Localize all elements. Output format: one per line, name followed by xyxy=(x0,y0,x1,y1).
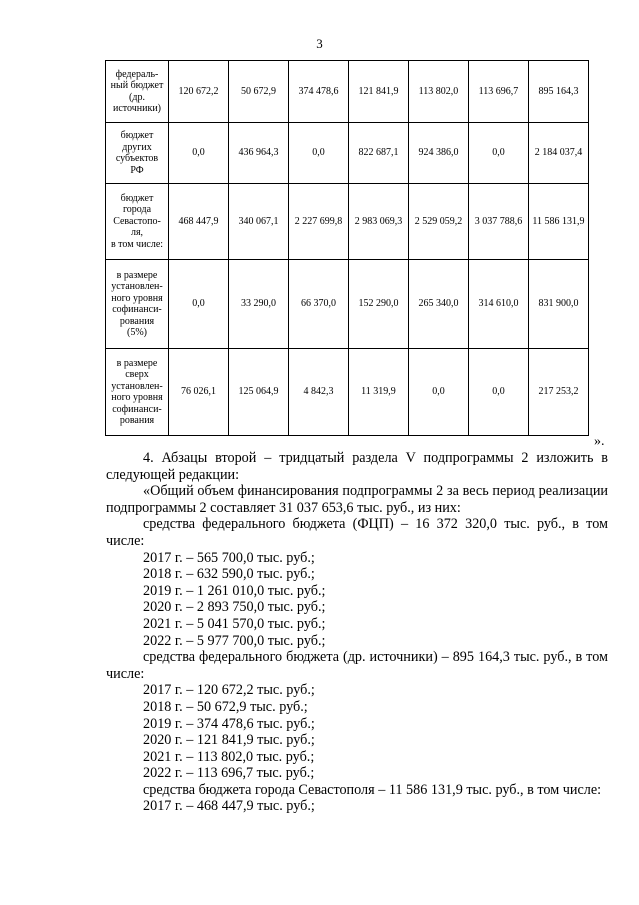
table-cell: 2 983 069,3 xyxy=(349,184,409,260)
table-cell: 76 026,1 xyxy=(169,349,229,436)
table-cell: 11 586 131,9 xyxy=(529,184,589,260)
table-cell: 125 064,9 xyxy=(229,349,289,436)
other-sources-paragraph: средства федерального бюджета (др. источники) – 895 164,3 тыс. руб., в том числе: xyxy=(106,649,608,682)
table-row xyxy=(106,260,589,349)
financing-table xyxy=(105,60,589,436)
table-cell: 4 842,3 xyxy=(289,349,349,436)
table-cell: 11 319,9 xyxy=(349,349,409,436)
table-row xyxy=(106,349,589,436)
closing-quote: ». xyxy=(594,434,605,449)
table-cell: 66 370,0 xyxy=(289,260,349,349)
row-label: федераль- ный бюджет (др. источники) xyxy=(106,61,169,123)
table-cell: 217 253,2 xyxy=(529,349,589,436)
year-line: 2019 г. – 1 261 010,0 тыс. руб.; xyxy=(143,582,326,599)
table-cell: 436 964,3 xyxy=(229,123,289,184)
year-line: 2022 г. – 113 696,7 тыс. руб.; xyxy=(143,765,315,782)
table-cell: 468 447,9 xyxy=(169,184,229,260)
table-row xyxy=(106,61,589,123)
table-cell: 3 037 788,6 xyxy=(469,184,529,260)
table-cell: 0,0 xyxy=(469,123,529,184)
row-label: бюджет других субъектов РФ xyxy=(106,123,169,184)
table-cell: 2 529 059,2 xyxy=(409,184,469,260)
table-cell: 0,0 xyxy=(289,123,349,184)
table-cell: 924 386,0 xyxy=(409,123,469,184)
year-line: 2019 г. – 374 478,6 тыс. руб.; xyxy=(143,715,315,732)
document-body xyxy=(106,450,608,815)
item-4-paragraph: 4. Абзацы второй – тридцатый раздела V подпрограммы 2 изложить в следующей редакции: xyxy=(106,450,608,483)
year-line: 2020 г. – 121 841,9 тыс. руб.; xyxy=(143,732,315,749)
table-cell: 831 900,0 xyxy=(529,260,589,349)
fcp-paragraph: средства федерального бюджета (ФЦП) – 16 372 320,0 тыс. руб., в том числе: xyxy=(106,516,608,549)
year-line: 2018 г. – 50 672,9 тыс. руб.; xyxy=(143,698,308,715)
table-cell: 822 687,1 xyxy=(349,123,409,184)
intro-paragraph: «Общий объем финансирования подпрограммы 2 за весь период реализации подпрограммы 2 составляет 31 037 653,6 тыс. руб., из них: xyxy=(106,483,608,516)
year-line: 2018 г. – 632 590,0 тыс. руб.; xyxy=(143,566,315,583)
table-row xyxy=(106,184,589,260)
year-line: 2021 г. – 5 041 570,0 тыс. руб.; xyxy=(143,615,326,632)
sevastopol-paragraph: средства бюджета города Севастополя – 11 586 131,9 тыс. руб., в том числе: xyxy=(143,781,602,798)
row-label: в размере сверх установлен- ного уровня софинанси- рования xyxy=(106,349,169,436)
year-line: 2017 г. – 468 447,9 тыс. руб.; xyxy=(143,798,315,815)
page-number: 3 xyxy=(316,36,323,51)
table-cell: 0,0 xyxy=(469,349,529,436)
table-cell: 152 290,0 xyxy=(349,260,409,349)
table-cell: 340 067,1 xyxy=(229,184,289,260)
table-cell: 50 672,9 xyxy=(229,61,289,123)
table-cell: 0,0 xyxy=(169,123,229,184)
year-line: 2017 г. – 120 672,2 тыс. руб.; xyxy=(143,682,315,699)
row-label: бюджет города Севастопо- ля, в том числе: xyxy=(106,184,169,260)
year-line: 2017 г. – 565 700,0 тыс. руб.; xyxy=(143,549,315,566)
table-cell: 2 227 699,8 xyxy=(289,184,349,260)
table-cell: 33 290,0 xyxy=(229,260,289,349)
table-cell: 895 164,3 xyxy=(529,61,589,123)
table-row xyxy=(106,123,589,184)
row-label: в размере установлен- ного уровня софинанси- рования (5%) xyxy=(106,260,169,349)
table-cell: 113 696,7 xyxy=(469,61,529,123)
table-cell: 0,0 xyxy=(409,349,469,436)
year-line: 2022 г. – 5 977 700,0 тыс. руб.; xyxy=(143,632,326,649)
table-cell: 121 841,9 xyxy=(349,61,409,123)
year-line: 2021 г. – 113 802,0 тыс. руб.; xyxy=(143,748,315,765)
table-cell: 113 802,0 xyxy=(409,61,469,123)
table-cell: 265 340,0 xyxy=(409,260,469,349)
year-line: 2020 г. – 2 893 750,0 тыс. руб.; xyxy=(143,599,326,616)
table-cell: 0,0 xyxy=(169,260,229,349)
table-cell: 120 672,2 xyxy=(169,61,229,123)
table-cell: 2 184 037,4 xyxy=(529,123,589,184)
table-cell: 314 610,0 xyxy=(469,260,529,349)
table-cell: 374 478,6 xyxy=(289,61,349,123)
